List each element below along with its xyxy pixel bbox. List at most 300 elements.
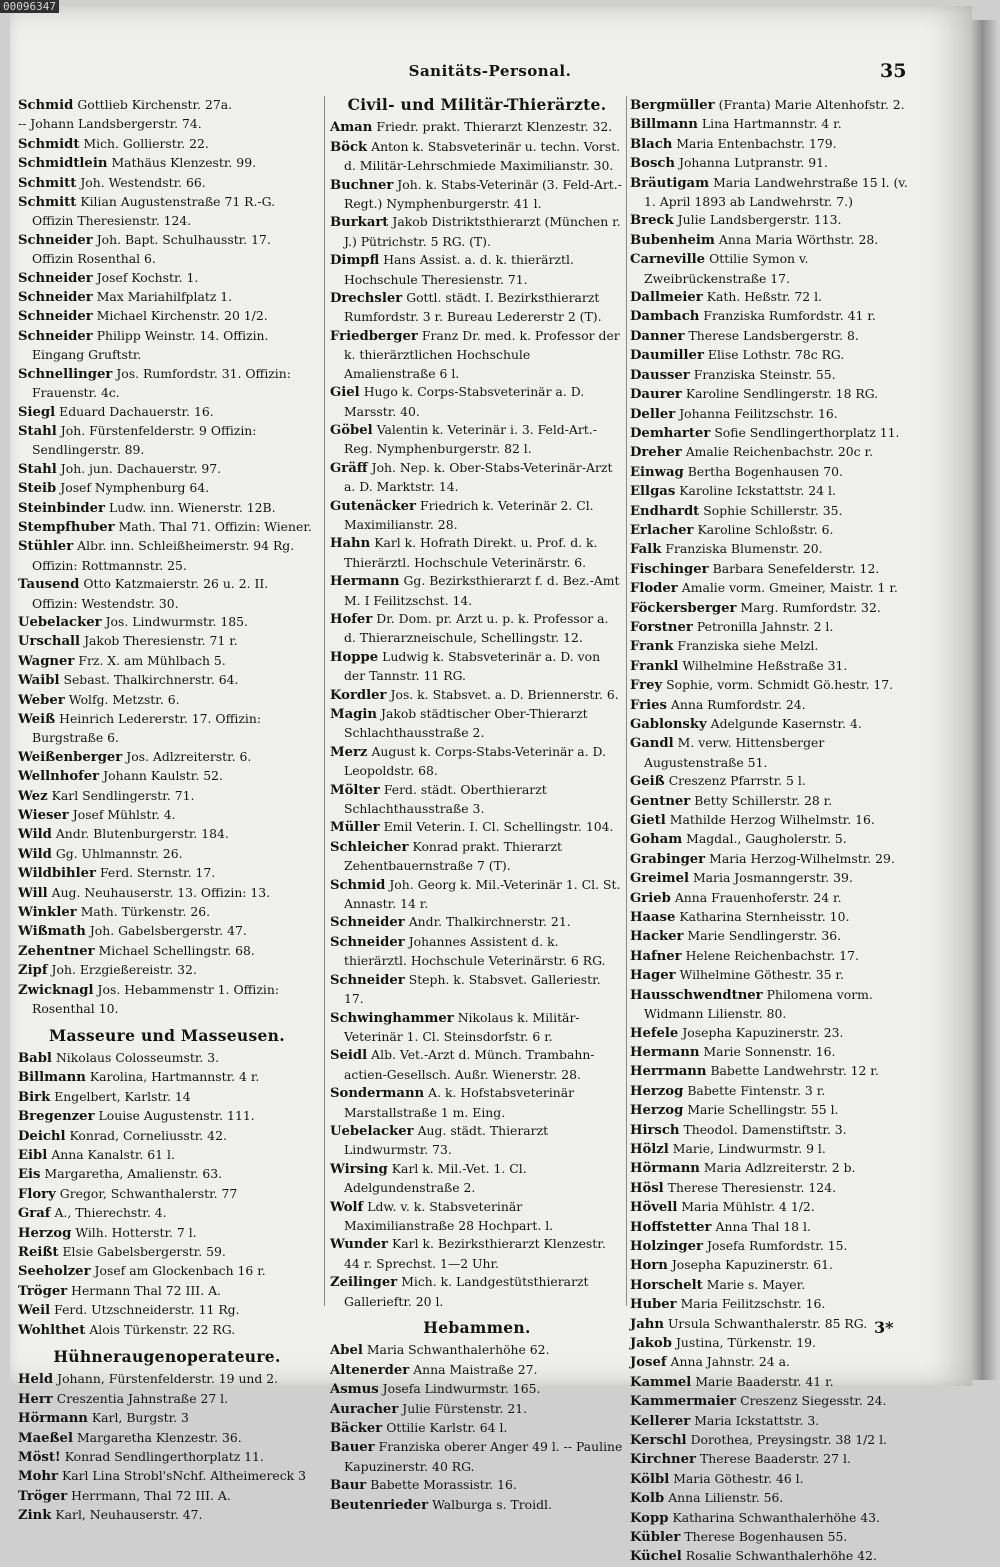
directory-entry [330,1476,624,1495]
entry-surname: Bosch [630,156,675,172]
directory-entry [18,1390,316,1409]
entry-detail: Maria Herzog-Wilhelmstr. 29. [709,850,895,866]
directory-entry [330,1361,624,1380]
entry-detail: Betty Schillerstr. 28 r. [694,792,833,808]
entry-detail: Jos. k. Stabsvet. a. D. Briennerstr. 6. [390,686,619,702]
entry-surname: Dreher [630,445,682,461]
entry-detail: Alb. Vet.-Arzt d. Münch. Trambahn-actien-Gesellsch. Außr. Wienerstr. 28. [344,1047,595,1082]
entry-detail: Julie Landsbergerstr. 113. [677,212,842,228]
directory-entry [18,518,316,537]
directory-entry [330,459,624,497]
entry-surname: Hoppe [330,649,379,665]
entry-surname: Forstner [630,619,693,635]
entry-detail: Mich. k. Landgestütsthierarzt Gallerieftr. 20 l. [344,1274,589,1309]
directory-entry [18,135,316,154]
entry-detail: Ottilie Karlstr. 64 l. [386,1420,508,1436]
veterinarians-list [330,118,624,1311]
entry-detail: Karl, Neuhauserstr. 47. [55,1507,203,1523]
entry-detail: A., Thierechstr. 4. [54,1205,167,1221]
entry-surname: Hager [630,968,676,984]
entry-detail: Valentin k. Veterinär i. 3. Feld-Art.-Reg. Nymphenburgerstr. 82 l. [344,421,597,457]
directory-entry [630,869,918,888]
entry-surname: Föckersberger [630,600,737,616]
page-edge-shadow [972,20,998,1380]
directory-entry [630,366,918,385]
entry-surname: Hausschwendtner [630,987,763,1003]
column-rule [324,96,325,1306]
entry-detail: Anna Maria Wörthstr. 28. [718,231,879,247]
directory-entry [630,734,918,772]
entry-detail: Magdal., Gaugholerstr. 5. [686,831,847,847]
page-number: 35 [880,60,907,82]
directory-entry [630,830,918,849]
entry-surname: Uebelacker [18,614,102,630]
entry-detail: Hans Assist. a. d. k. thierärztl. Hochschule Theresienstr. 71. [344,252,574,287]
directory-entry [18,961,316,980]
entry-surname: Hermann [630,1044,700,1060]
directory-entry [18,884,316,903]
directory-entry [630,1509,918,1528]
entry-surname: Kirchner [630,1452,696,1468]
entry-detail: Sofie Sendlingerthorplatz 11. [714,424,900,440]
entry-surname: Zipf [18,963,48,979]
entry-surname: Schwinghammer [330,1010,454,1026]
entry-detail: Therese Baaderstr. 27 l. [699,1451,851,1467]
entry-surname: Einwag [630,464,684,480]
directory-entry [330,705,624,743]
directory-entry [18,1370,316,1389]
entry-detail: A. k. Hofstabsveterinär Marstallstraße 1 m. Eing. [344,1085,575,1120]
entry-detail: Karl Sendlingerstr. 71. [51,787,195,803]
directory-entry [330,686,624,705]
entry-surname: Steib [18,481,57,497]
entry-surname: Mohr [18,1469,58,1485]
entry-surname: Wunder [330,1237,389,1253]
directory-entry [630,135,918,154]
entry-detail: Josepha Kapuzinerstr. 61. [671,1257,833,1273]
entry-detail: Josefa Lindwurmstr. 165. [382,1381,541,1397]
directory-entry [330,1400,624,1419]
directory-entry [630,327,918,346]
directory-entry [330,327,624,383]
directory-entry [18,288,316,307]
entry-surname: Huber [630,1297,677,1313]
entry-surname: Tröger [18,1488,68,1504]
entry-detail: Anna Kanalstr. 61 l. [51,1146,175,1162]
entry-surname: Zehentner [18,943,95,959]
entry-detail: Maria Schwanthalerhöhe 62. [366,1342,550,1358]
entry-detail: Josef Kochstr. 1. [96,269,199,285]
entry-detail: Joh. Fürstenfelderstr. 9 Offizin: Sendlingerstr. 89. [32,422,257,458]
entry-detail: Konrad Sendlingerthorplatz 11. [64,1449,264,1465]
entry-detail: Lina Hartmannstr. 4 r. [701,116,842,132]
directory-entry [630,560,918,579]
entry-detail: Therese Landsbergerstr. 8. [688,327,859,343]
entry-surname: Held [18,1372,54,1388]
entry-surname: Böck [330,139,368,155]
entry-surname: Dausser [630,367,690,383]
entry-surname: Schneider [330,972,405,988]
entry-detail: Hugo k. Corps-Stabsveterinär a. D. Marsstr. 40. [344,384,585,419]
entry-detail: Anna Maistraße 27. [413,1361,538,1377]
entry-detail: Therese Theresienstr. 124. [667,1179,837,1195]
entry-detail: Hermann Thal 72 III. A. [71,1282,221,1298]
directory-entry [630,1373,918,1392]
entry-surname: Kordler [330,687,387,703]
directory-entry [630,1276,918,1295]
entry-surname: Baur [330,1478,367,1494]
directory-entry [330,497,624,535]
directory-entry [630,966,918,985]
entry-detail: Gg. Bezirksthierarzt f. d. Bez.-Amt M. I Feilitzschst. 14. [344,573,620,608]
entry-detail: Jos. Adlzreiterstr. 6. [126,748,252,764]
entry-detail: Mathäus Klenzestr. 99. [111,155,257,171]
directory-entry [18,1448,316,1467]
directory-entry [18,460,316,479]
entry-detail: Maria Adlzreiterstr. 2 b. [703,1160,856,1176]
entry-detail: Jos. Rumfordstr. 31. Offizin: Frauenstr. 4c. [32,365,291,401]
entry-surname: Herzog [630,1083,684,1099]
directory-entry [630,443,918,462]
entry-surname: Dallmeier [630,290,703,306]
directory-entry [630,579,918,598]
directory-entry [330,1084,624,1122]
entry-detail: Franziska Steinstr. 55. [693,366,836,382]
directory-entry [18,1301,316,1320]
entry-detail: Maria Göthestr. 46 l. [673,1470,804,1486]
entry-detail: Maria Feilitzschstr. 16. [680,1296,826,1312]
directory-entry [18,1088,316,1107]
directory-entry [18,942,316,961]
entry-surname: Weber [18,692,65,708]
entry-detail: Josef Mühlstr. 4. [72,807,176,823]
entry-surname: Geiß [630,774,665,790]
entry-detail: Ldw. v. k. Stabsveterinär Maximilianstraße 28 Hochpart. l. [344,1198,554,1233]
entry-detail: Karl k. Mil.-Vet. 1. Cl. Adelgundenstraße 2. [344,1160,527,1196]
directory-entry [18,748,316,767]
directory-entry [18,499,316,518]
entry-detail: Franz Dr. med. k. Professor der k. thierärztlichen Hochschule Amalienstraße 6 l. [344,327,620,381]
entry-detail: Petronilla Jahnstr. 2 l. [696,618,834,634]
entry-detail: Barbara Senefelderstr. 12. [712,560,880,576]
entry-surname: Wildbihler [18,866,96,882]
entry-detail: Ursula Schwanthalerstr. 85 RG. [667,1315,868,1331]
entry-detail: Amalie Reichenbachstr. 20c r. [685,444,874,460]
entry-surname: Friedberger [330,328,418,344]
entry-detail: Andr. Thalkirchnerstr. 21. [408,914,571,930]
entry-surname: Billmann [18,1070,86,1086]
entry-surname: Schneider [18,270,93,286]
entry-surname: Daumiller [630,348,704,364]
entry-detail: Friedr. prakt. Thierarzt Klenzestr. 32. [376,119,613,135]
entry-surname: Weißenberger [18,749,123,765]
entry-detail: Theodol. Damenstiftstr. 3. [683,1121,847,1137]
directory-entry [330,251,624,289]
directory-entry [18,1185,316,1204]
entry-surname: Holzinger [630,1238,703,1254]
entry-detail: Karl k. Hofrath Direkt. u. Prof. d. k. Thierärztl. Hochschule Veterinärstr. 6. [344,535,598,570]
entry-surname: Jakob [630,1336,672,1351]
directory-entry [330,1438,624,1476]
entry-detail: Elsie Gabelsbergerstr. 59. [62,1243,226,1259]
entry-surname: Maeßel [18,1430,73,1446]
entry-surname: Gräff [330,460,368,476]
directory-entry [18,422,316,460]
column-rule [626,96,627,1306]
entry-surname: Hafner [630,948,682,964]
directory-entry [18,1068,316,1087]
entry-detail: Marie Baaderstr. 41 r. [695,1373,834,1389]
entry-surname: Breck [630,213,674,229]
entry-surname: Tausend [18,577,80,593]
entry-surname: Billmann [630,117,698,133]
directory-entry [18,981,316,1019]
entry-detail: Katharina Sternheisstr. 10. [679,909,850,925]
entry-surname: Stahl [18,423,57,439]
entry-detail: Josef am Glockenbach 16 r. [94,1263,266,1279]
directory-entry [330,743,624,781]
directory-entry [18,1429,316,1448]
directory-entry [630,1528,918,1547]
entry-surname: Herrmann [630,1064,707,1080]
entry-detail: Babette Landwehrstr. 12 r. [710,1063,879,1079]
directory-entry [330,818,624,837]
directory-entry [18,806,316,825]
directory-entry [330,534,624,572]
entry-detail: Gg. Uhlmannstr. 26. [55,845,183,861]
entry-detail: Franziska siehe Melzl. [677,638,819,654]
entry-surname: Hahn [330,536,371,552]
entry-detail: Anna Rumfordstr. 24. [670,696,806,712]
directory-entry [330,1273,624,1311]
entry-surname: Hermann [330,574,400,590]
directory-entry [630,1179,918,1198]
entry-detail: Albr. inn. Schleißheimerstr. 94 Rg. Offizin: Rottmannstr. 25. [32,538,295,573]
directory-entry [18,365,316,403]
directory-entry [18,479,316,498]
entry-surname: Göbel [330,422,373,438]
entry-surname: Küchel [630,1549,682,1565]
entry-surname: Wild [18,827,52,843]
entry-surname: Flory [18,1186,56,1202]
entry-detail: Wilhelmine Göthestr. 35 r. [679,967,844,983]
entry-detail: Karl, Burgstr. 3 [91,1410,189,1426]
directory-entry [18,691,316,710]
entry-surname: Eibl [18,1147,48,1163]
entry-detail: Ludwig k. Stabsveterinär a. D. von der Tannstr. 11 RG. [344,648,601,684]
directory-entry [630,1256,918,1275]
entry-surname: Schmid [18,98,74,113]
entry-detail: Johannes Assistent d. k. thierärztl. Hochschule Veterinärstr. 6 RG. [344,933,606,969]
entry-detail: Helene Reichenbachstr. 17. [685,947,859,963]
entry-surname: Ellgas [630,484,676,500]
directory-entry [330,933,624,971]
directory-entry [630,1198,918,1217]
directory-entry [330,1198,624,1236]
entry-detail: Konrad prakt. Thierarzt Zehentbauernstraße 7 (T). [344,838,562,874]
entry-detail: Bertha Bogenhausen 70. [687,463,843,479]
directory-entry [630,908,918,927]
directory-entry [630,1353,918,1372]
entry-detail: Sophie Schillerstr. 35. [703,502,843,518]
directory-entry [630,1412,918,1431]
directory-entry [330,1160,624,1198]
entry-detail: Maria Josmanngerstr. 39. [692,870,853,886]
entry-detail: Johanna Lutpranstr. 91. [679,155,828,171]
directory-entry [330,1046,624,1084]
entry-surname: Merz [330,744,368,760]
entry-surname: Zeilinger [330,1275,398,1291]
entry-detail: Mich. Gollierstr. 22. [83,135,209,151]
entry-surname: Herzog [630,1103,684,1119]
directory-entry [18,96,316,115]
directory-entry [630,772,918,791]
entry-surname: Hösl [630,1180,664,1196]
directory-entry [18,710,316,748]
directory-entry [330,971,624,1009]
entry-detail: Wilhelmine Heßstraße 31. [682,657,848,673]
entry-detail: Babette Morassistr. 16. [370,1477,517,1493]
entry-detail: Elise Lothstr. 78c RG. [707,347,845,363]
entry-detail: -- Johann Landsbergerstr. 74. [18,116,202,132]
entry-surname: Bubenheim [630,232,715,248]
directory-entry [330,572,624,610]
entry-detail: (Franta) Marie Altenhofstr. 2. [718,97,905,112]
directory-entry [630,676,918,695]
entry-detail: Friedrich k. Veterinär 2. Cl. Maximilianstr. 28. [344,497,594,532]
directory-entry [630,502,918,521]
entry-surname: Magin [330,707,377,722]
entry-surname: Kolb [630,1491,665,1507]
directory-entry [330,289,624,327]
entry-surname: Frankl [630,658,679,674]
midwives-list-continued [630,96,918,1567]
entry-surname: Kammermaier [630,1394,737,1410]
entry-detail: M. verw. Hittensberger Augustenstraße 51. [644,735,825,770]
directory-entry [630,1450,918,1469]
entry-detail: Michael Kirchenstr. 20 1/2. [96,308,268,324]
directory-entry [630,1470,918,1489]
entry-surname: Bregenzer [18,1109,95,1125]
entry-surname: Hörmann [630,1161,700,1177]
entry-surname: Floder [630,581,678,597]
directory-entry [18,1165,316,1184]
entry-detail: Karoline Sendlingerstr. 18 RG. [685,386,879,402]
entry-surname: Eis [18,1167,41,1183]
directory-entry [630,521,918,540]
entry-detail: Sophie, vorm. Schmidt Gö.hestr. 17. [666,677,894,693]
entry-surname: Horschelt [630,1277,703,1293]
directory-entry [630,1237,918,1256]
entry-surname: Mölter [330,782,380,798]
entry-surname: Kopp [630,1510,669,1526]
directory-entry [630,1101,918,1120]
directory-entry [18,1049,316,1068]
directory-entry [18,1224,316,1243]
directory-entry [630,385,918,404]
entry-detail: Alois Türkenstr. 22 RG. [89,1321,236,1337]
entry-surname: Wohlthet [18,1322,86,1338]
entry-detail: Marie Sendlingerstr. 36. [687,928,842,944]
entry-detail: Nikolaus k. Militär-Veterinär 1. Cl. Steinsdorfstr. 6 r. [344,1009,580,1044]
entry-surname: Danner [630,328,685,344]
entry-detail: Philomena vorm. Widmann Lilienstr. 80. [644,986,873,1022]
entry-surname: Bäcker [330,1421,383,1437]
directory-entry [330,176,624,214]
directory-entry [330,1419,624,1438]
entry-surname: Hölzl [630,1141,669,1157]
directory-entry [630,1392,918,1411]
section-heading-hebammen: Hebammen. [423,1318,531,1337]
entry-surname: Grieb [630,890,671,906]
entry-surname: Blach [630,136,673,152]
entry-surname: Frey [630,678,663,694]
entry-surname: Seidl [330,1048,368,1064]
entry-surname: Winkler [18,905,77,921]
entry-detail: Math. Thal 71. Offizin: Wiener. [118,518,312,534]
entry-detail: Marie Schellingstr. 55 l. [687,1102,839,1118]
directory-entry [630,154,918,173]
entry-detail: Anna Lilienstr. 56. [668,1490,784,1506]
entry-detail: Gregor, Schwanthalerstr. 77 [59,1185,238,1201]
directory-entry [630,1295,918,1314]
entry-surname: Auracher [330,1401,399,1417]
entry-surname: Schmid [330,877,386,893]
entry-detail: Heinrich Ledererstr. 17. Offizin: Burgstraße 6. [32,711,261,746]
directory-entry [18,403,316,422]
entry-surname: Kellerer [630,1413,691,1429]
entry-detail: Babette Fintenstr. 3 r. [687,1082,826,1098]
directory-entry [18,327,316,365]
entry-surname: Kerschl [630,1433,687,1449]
entry-surname: Dambach [630,309,700,325]
column-2 [330,96,624,1515]
entry-surname: Grabinger [630,851,706,867]
entry-surname: Daurer [630,387,682,403]
directory-entry [630,696,918,715]
entry-detail: Emil Veterin. I. Cl. Schellingstr. 104. [383,819,614,835]
entry-surname: Schneider [330,934,405,950]
directory-entry [18,1506,316,1525]
directory-entry [330,1341,624,1360]
corn-operators-list [18,1370,316,1525]
directory-entry [630,618,918,637]
directory-entry [330,1235,624,1273]
directory-entry [630,1547,918,1566]
entry-surname: Hirsch [630,1122,680,1138]
directory-entry [630,482,918,501]
directory-entry [630,1140,918,1159]
entry-surname: Wieser [18,808,69,824]
directory-entry [18,864,316,883]
entry-detail: Dr. Dom. pr. Arzt u. p. k. Professor a. d. Thierarzneischule, Schellingstr. 12. [344,610,609,646]
entry-detail: Otto Katzmaierstr. 26 u. 2. II. Offizin: Westendstr. 30. [32,576,269,611]
entry-surname: Gutenäcker [330,498,416,514]
directory-entry [330,1496,624,1515]
entry-surname: Tröger [18,1283,68,1299]
entry-surname: Falk [630,542,662,558]
entry-surname: Wagner [18,653,75,669]
directory-entry [630,174,918,212]
entry-surname: Deichl [18,1128,66,1144]
entry-surname: Gentner [630,793,691,809]
entry-detail: Aug. Neuhauserstr. 13. Offizin: 13. [51,884,271,900]
entry-surname: Herzog [18,1225,72,1241]
entry-detail: Maria Landwehrstraße 15 l. (v. 1. April 1893 ab Landwehrstr. 7.) [644,174,908,210]
entry-surname: Herr [18,1391,53,1407]
directory-entry [630,424,918,443]
entry-surname: Buchner [330,177,394,193]
